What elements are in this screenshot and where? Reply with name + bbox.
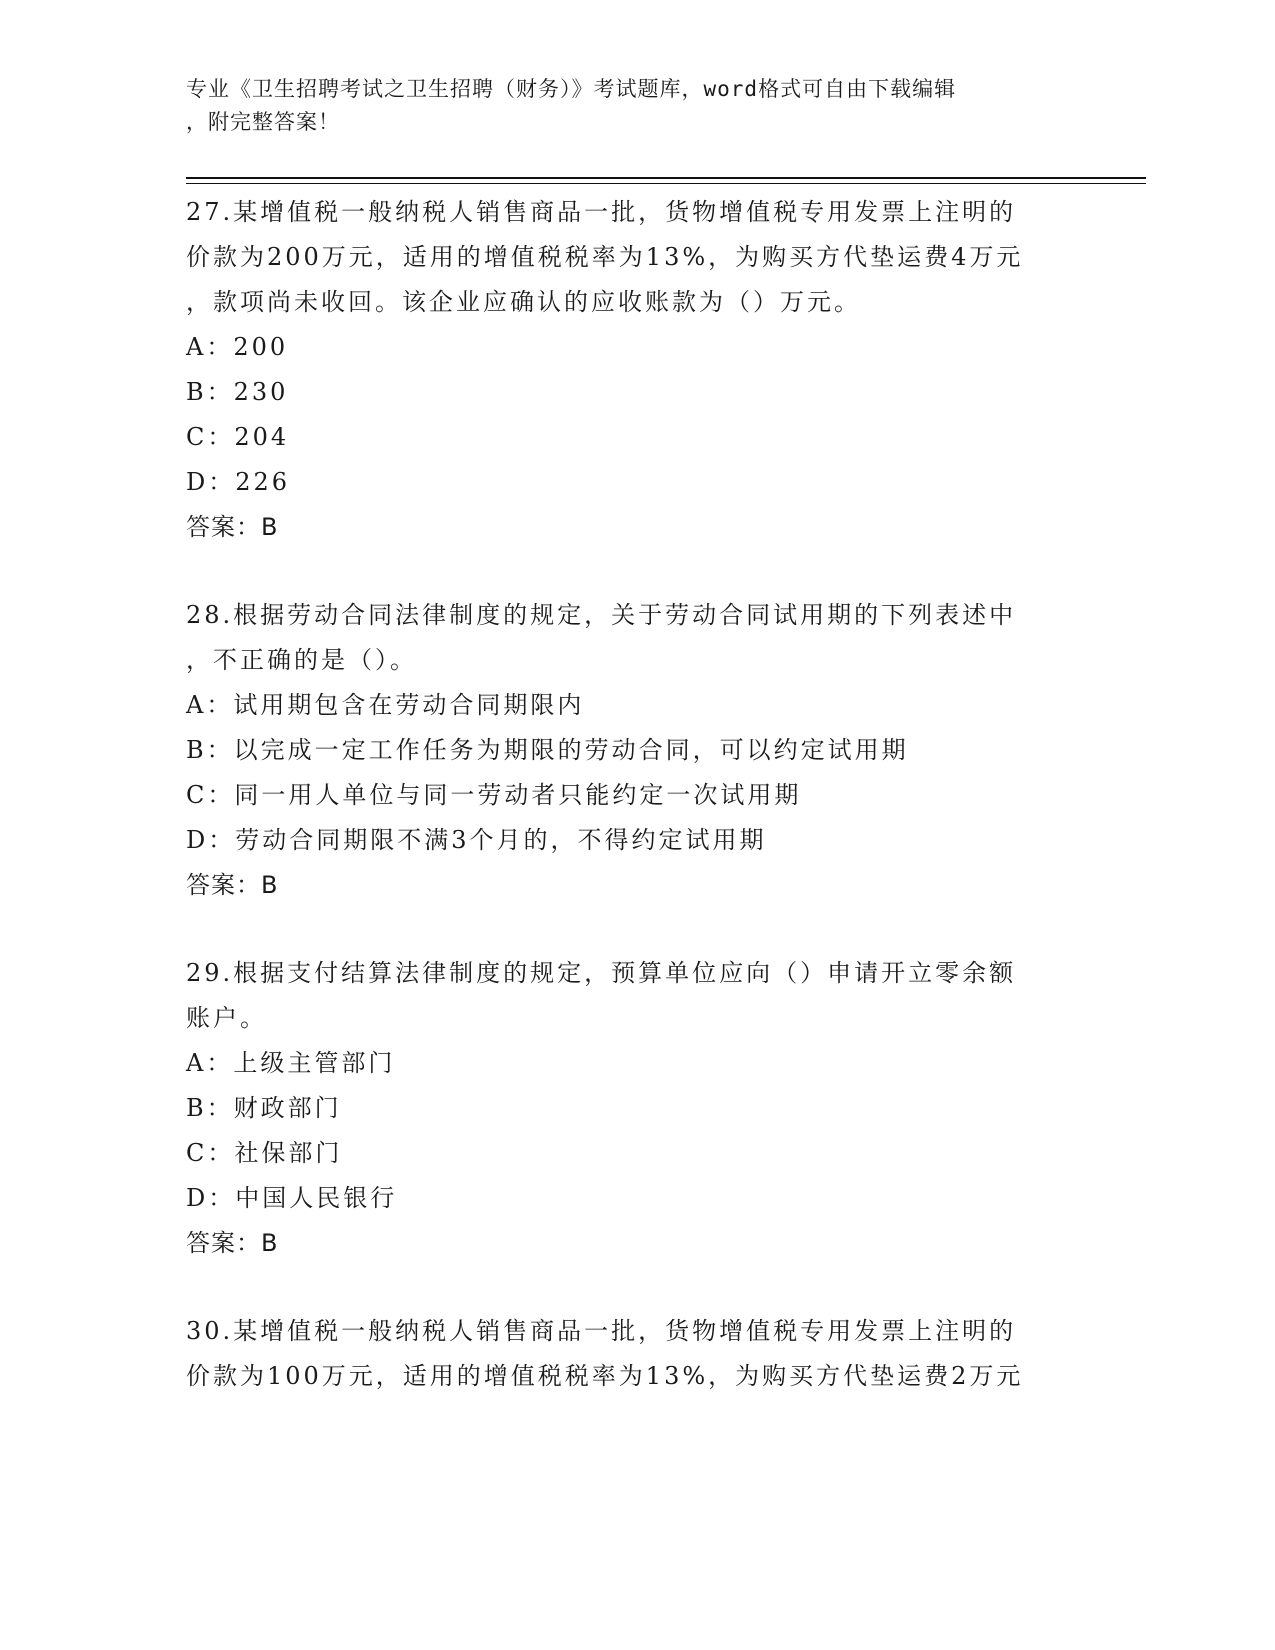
option-d: D：劳动合同期限不满3个月的，不得约定试用期 — [186, 826, 767, 854]
option-d: D：中国人民银行 — [186, 1184, 398, 1212]
question-text-line: ，不正确的是（）。 — [186, 646, 417, 674]
question-text-line: 账户。 — [186, 1004, 267, 1032]
question-29 — [186, 951, 1086, 1266]
question-list — [186, 190, 1086, 1442]
option-c: C：204 — [186, 423, 290, 451]
option-d: D：226 — [186, 468, 291, 496]
answer-line: 答案：B — [186, 871, 279, 899]
header-divider-thick — [186, 177, 1146, 179]
question-text-line: 28.根据劳动合同法律制度的规定，关于劳动合同试用期的下列表述中 — [186, 601, 1017, 629]
option-b: B：以完成一定工作任务为期限的劳动合同，可以约定试用期 — [186, 736, 909, 764]
question-text-line: 30.某增值税一般纳税人销售商品一批，货物增值税专用发票上注明的 — [186, 1317, 1017, 1345]
question-30 — [186, 1309, 1086, 1399]
header-line-2: ，附完整答案！ — [186, 110, 340, 134]
answer-line: 答案：B — [186, 1229, 279, 1257]
question-text-line: 价款为100万元，适用的增值税税率为13%，为购买方代垫运费2万元 — [186, 1362, 1024, 1390]
option-c: C：社保部门 — [186, 1139, 343, 1167]
option-a: A：上级主管部门 — [186, 1049, 396, 1077]
question-27 — [186, 190, 1086, 550]
option-b: B：财政部门 — [186, 1094, 342, 1122]
option-a: A：试用期包含在劳动合同期限内 — [186, 691, 585, 719]
option-a: A：200 — [186, 333, 289, 361]
header-line-1: 专业《卫生招聘考试之卫生招聘（财务）》考试题库，word格式可自由下载编辑 — [186, 77, 957, 101]
option-b: B：230 — [186, 378, 289, 406]
header-divider-thin — [186, 183, 1146, 184]
document-header — [186, 73, 1086, 139]
question-28 — [186, 593, 1086, 908]
option-c: C：同一用人单位与同一劳动者只能约定一次试用期 — [186, 781, 802, 809]
question-text-line: ，款项尚未收回。该企业应确认的应收账款为（）万元。 — [186, 288, 861, 316]
question-text-line: 27.某增值税一般纳税人销售商品一批，货物增值税专用发票上注明的 — [186, 198, 1017, 226]
question-text-line: 价款为200万元，适用的增值税税率为13%，为购买方代垫运费4万元 — [186, 243, 1024, 271]
question-text-line: 29.根据支付结算法律制度的规定，预算单位应向（）申请开立零余额 — [186, 959, 1017, 987]
answer-line: 答案：B — [186, 513, 279, 541]
